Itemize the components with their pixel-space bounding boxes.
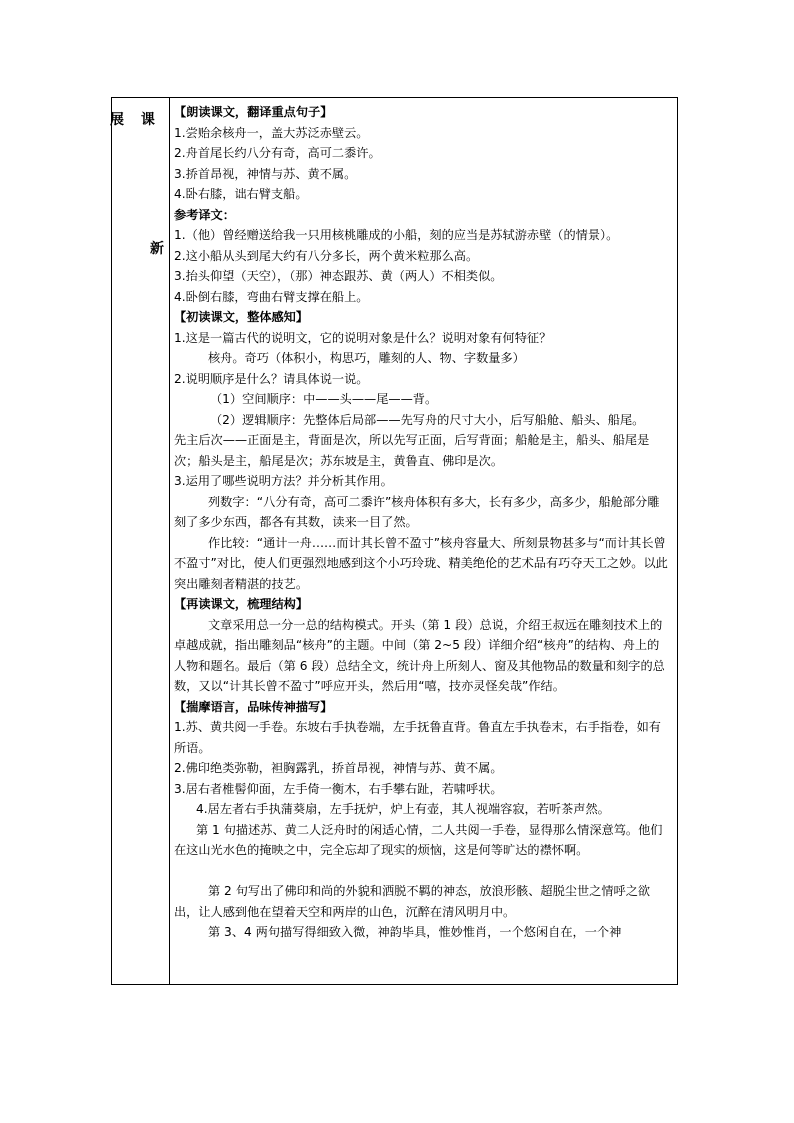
side-label-new: 新	[150, 241, 164, 257]
sentence-item: 1.尝贻余核舟一，盖大苏泛赤壁云。	[174, 125, 369, 140]
translation-item: 1.（他）曾经赠送给我一只用核桃雕成的小船，刻的应当是苏轼游赤壁（的情景）。	[174, 228, 619, 242]
quote-item: 1.苏、黄共阅一手卷。东坡右手执卷端，左手抚鲁直背。鲁直左手执卷末，右手指卷，如有所语。	[174, 720, 661, 755]
answer-numbers: 列数字：“八分有奇，高可二黍许”核舟体积有多大，长有多少，高多少，船舱部分雕刻了多少东西，都各有其数，读来一目了然。	[174, 494, 660, 529]
section-heading-read-aloud: 【朗读课文，翻译重点句子】	[174, 105, 333, 119]
column-divider	[169, 98, 170, 984]
quote-item: 4.居左者右手执蒲葵扇，左手抚炉，炉上有壶，其人视端容寂，若听茶声然。	[196, 802, 610, 816]
section-heading-first-read: 【初读课文，整体感知】	[174, 310, 309, 324]
answer-primary-secondary: 先主后次——正面是主，背面是次，所以先写正面，后写背面；船舱是主，船头、船尾是次；船头是主，船尾是次；苏东坡是主，黄鲁直、佛印是次。	[174, 433, 650, 468]
blank-line	[174, 861, 671, 882]
section-heading-language: 【揣摩语言，品味传神描写】	[174, 699, 333, 714]
question: 2.说明顺序是什么？请具体说一说。	[174, 371, 369, 386]
answer-comparison: 作比较：“通计一舟……而计其长曾不盈寸”核舟容量大、所刻景物甚多与“而计其长曾不盈寸”对比，使人们更强烈地感到这个小巧玲珑、精美绝伦的艺术品有巧夺天工之妙。以此突出雕刻者精湛的技艺。	[174, 535, 668, 591]
side-label-top: 展 课	[110, 112, 161, 128]
quote-item: 2.佛印绝类弥勒，袒胸露乳，挢首昂视，神情与苏、黄不属。	[174, 761, 503, 775]
analysis-paragraph-2: 第 2 句写出了佛印和尚的外貌和洒脱不羁的神态，放浪形骸、超脱尘世之情呼之欲出，让人感到他在望着天空和两岸的山色，沉醉在清风明月中。	[174, 884, 651, 919]
answer-spatial-order: （1）空间顺序：中——头——尾——背。	[210, 392, 438, 406]
answer-logical-order: （2）逻辑顺序：先整体后局部——先写舟的尺寸大小，后写船舱、船头、船尾。	[210, 412, 645, 427]
answer: 核舟。奇巧（体积小，构思巧，雕刻的人、物、字数量多）	[208, 351, 525, 365]
translation-item: 4.卧倒右膝，弯曲右臂支撑在船上。	[174, 289, 369, 304]
section-heading-structure: 【再读课文，梳理结构】	[174, 597, 309, 611]
question: 3.运用了哪些说明方法？并分析其作用。	[174, 474, 393, 488]
quote-item: 3.居右者椎髻仰面，左手倚一衡木，右手攀右趾，若啸呼状。	[174, 781, 503, 796]
question: 1.这是一篇古代的说明文，它的说明对象是什么？说明对象有何特征？	[174, 330, 552, 345]
structure-paragraph: 文章采用总一分一总的结构模式。开头（第 1 段）总说，介绍王叔远在雕刻技术上的卓越成就，指出雕刻品“核舟”的主题。中间（第 2~5 段）详细介绍“核舟”的结构、舟上的人物和题名。最后（第 6 段）总结全文，统计舟上所刻人、窗及其他物品的数量和刻字的总数，又以“计其长曾不盈寸”呼应开头，然后用“嘻，技亦灵怪矣哉”作结。	[174, 617, 665, 693]
analysis-paragraph-3: 第 3、4 两句描写得细致入微，神韵毕具，惟妙惟肖，一个悠闲自在，一个神	[208, 925, 622, 939]
analysis-paragraph-1: 第 1 句描述苏、黄二人泛舟时的闲适心情，二人共阅一手卷，显得那么情深意笃。他们在这山光水色的掩映之中，完全忘却了现实的烦恼，这是何等旷达的襟怀啊。	[174, 822, 663, 857]
sentence-item: 2.舟首尾长约八分有奇，高可二黍许。	[174, 146, 381, 160]
translation-item: 3.抬头仰望（天空），（那）神态跟苏、黄（两人）不相类似。	[174, 269, 503, 283]
translation-item: 2.这小船从头到尾大约有八分多长，两个黄米粒那么高。	[174, 248, 479, 263]
lesson-table	[111, 97, 678, 985]
sentence-item: 4.卧右膝，诎右臂支船。	[174, 187, 308, 201]
sentence-item: 3.挢首昂视，神情与苏、黄不属。	[174, 166, 357, 181]
reference-translation-heading: 参考译文：	[174, 207, 235, 222]
content-cell	[174, 102, 671, 943]
